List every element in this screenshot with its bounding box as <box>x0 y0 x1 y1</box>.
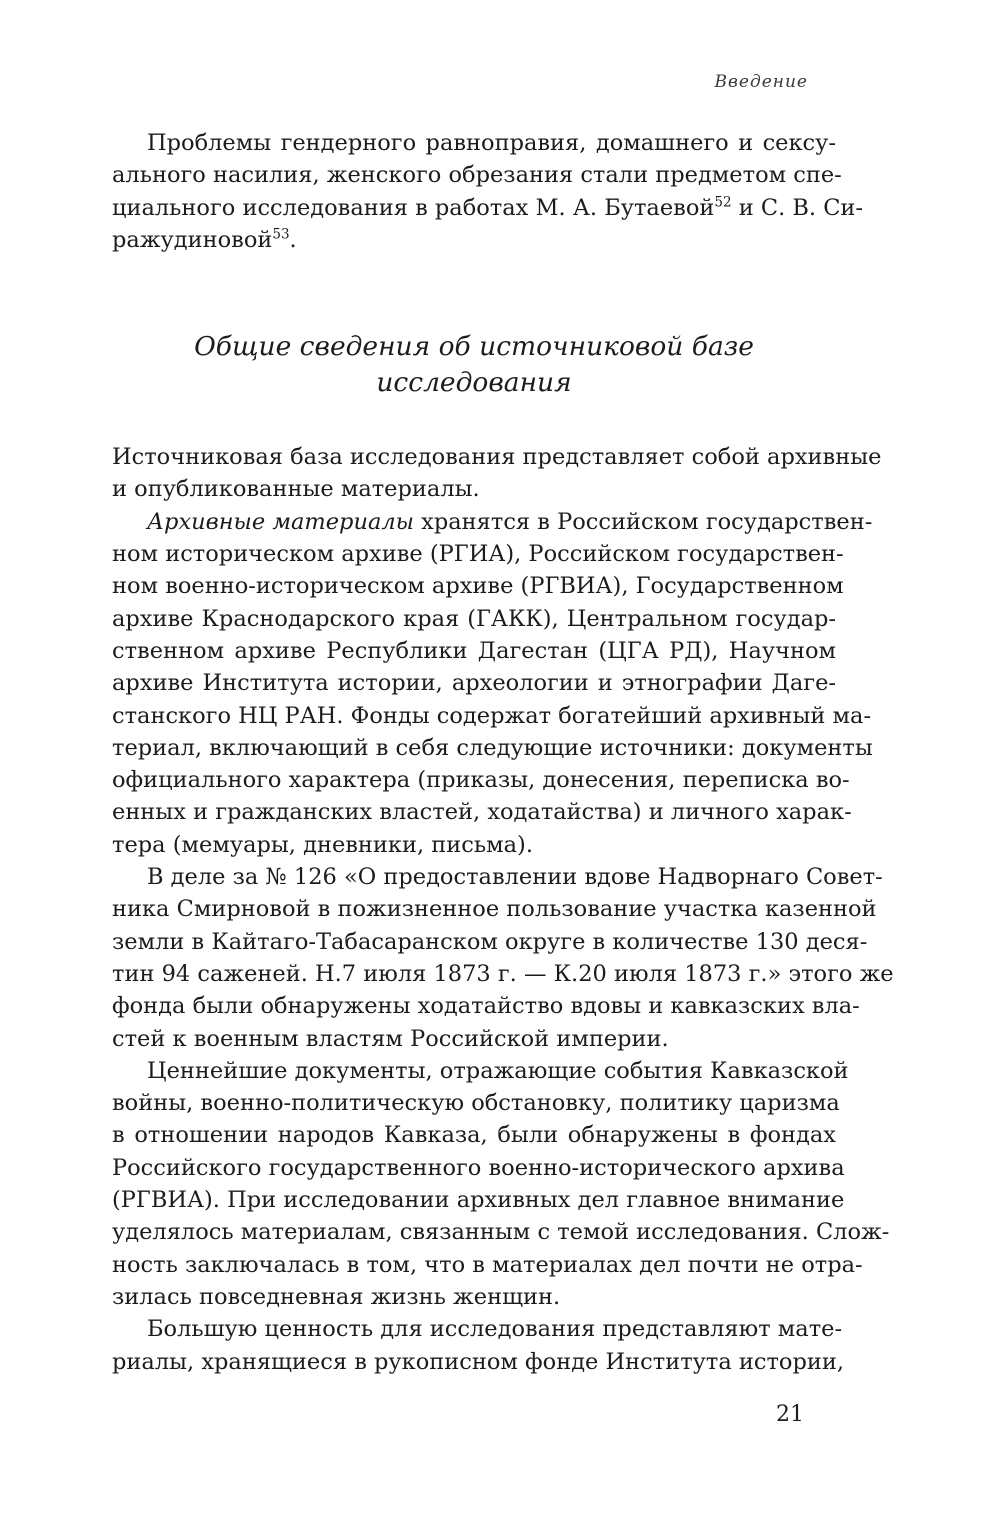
italic-term: Архивные материалы <box>147 508 415 535</box>
text-line: ность заключалась в том, что в материалах дел почти не отра- <box>112 1251 863 1278</box>
text-line: ственном архиве Республики Дагестан (ЦГА РД), Научном <box>112 637 836 664</box>
text-line: войны, военно-политическую обстановку, политику царизма <box>112 1090 840 1117</box>
section-heading-line: Общие сведения об источниковой базе <box>194 331 754 363</box>
text-line: (РГВИА). При исследовании архивных дел главное внимание <box>112 1187 845 1214</box>
text-line: Источниковая база исследования представляет собой архивные <box>112 444 882 471</box>
text-fragment: циального исследования в работах М. А. Бутаевой <box>112 194 715 221</box>
running-header: Введение <box>714 72 808 92</box>
text-line: уделялось материалам, связанным с темой исследования. Слож- <box>112 1219 890 1246</box>
paragraph-manuscript-fund <box>112 1313 845 1378</box>
paragraph-sources <box>112 441 882 506</box>
text-line: зилась повседневная жизнь женщин. <box>112 1283 561 1310</box>
text-line: ном военно-историческом архиве (РГВИА), Государственном <box>112 573 844 600</box>
text-line: в отношении народов Кавказа, были обнаружены в фондах <box>112 1122 836 1149</box>
text-line: риалы, хранящиеся в рукописном фонде Института истории, <box>112 1348 845 1375</box>
page-body <box>112 127 894 1378</box>
text-line: енных и гражданских властей, ходатайства) и личного харак- <box>112 799 852 826</box>
text-line: официального характера (приказы, донесения, переписка во- <box>112 767 850 794</box>
text-line: Большую ценность для исследования представляют мате- <box>147 1316 843 1343</box>
text-line: ном историческом архиве (РГИА), Российском государствен- <box>112 541 844 568</box>
text-fragment: ражудиновой <box>112 226 273 253</box>
section-heading <box>112 329 836 401</box>
text-line <box>112 506 873 538</box>
section-heading-line: исследования <box>376 367 572 399</box>
text-line: стей к военным властям Российской империи. <box>112 1025 669 1052</box>
paragraph-archival-materials <box>112 506 873 861</box>
text-line: Проблемы гендерного равноправия, домашнего и сексу- <box>147 130 836 156</box>
text-line: фонда были обнаружены ходатайство вдовы и кавказских вла- <box>112 993 860 1020</box>
footnote-ref-52[interactable]: 52 <box>714 194 732 211</box>
text-line: Российского государственного военно-исторического архива <box>112 1154 845 1181</box>
page-number: 21 <box>776 1402 804 1427</box>
text-line: архиве Института истории, археологии и этнографии Даге- <box>112 670 836 697</box>
text-fragment: и С. В. Си- <box>731 194 864 221</box>
text-line <box>112 224 836 256</box>
text-fragment: . <box>289 226 297 253</box>
paragraph-intro <box>112 127 864 256</box>
text-line: В деле за № 126 «О предоставлении вдове Надворнаго Совет- <box>147 864 883 891</box>
paragraph-case-126 <box>112 861 894 1055</box>
text-line: териал, включающий в себя следующие источники: документы <box>112 734 873 761</box>
text-fragment: хранятся в Российском государствен- <box>414 508 873 535</box>
paragraph-rgvia <box>112 1055 890 1313</box>
text-line: и опубликованные материалы. <box>112 476 480 503</box>
footnote-ref-53[interactable]: 53 <box>272 226 290 243</box>
text-line: земли в Кайтаго-Табасаранском округе в количестве 130 деся- <box>112 928 868 955</box>
text-line: тин 94 саженей. Н.7 июля 1873 г. — К.20 июля 1873 г.» этого же <box>112 960 894 987</box>
text-line: станского НЦ РАН. Фонды содержат богатейший архивный ма- <box>112 702 872 729</box>
text-line: ника Смирновой в пожизненное пользование участка казенной <box>112 896 877 923</box>
text-line: архиве Краснодарского края (ГАКК), Центральном государ- <box>112 605 836 632</box>
text-line: тера (мемуары, дневники, письма). <box>112 831 533 858</box>
text-line: ального насилия, женского обрезания стали предметом спе- <box>112 162 842 189</box>
text-line: Ценнейшие документы, отражающие события Кавказской <box>147 1057 849 1084</box>
text-line <box>112 192 864 224</box>
